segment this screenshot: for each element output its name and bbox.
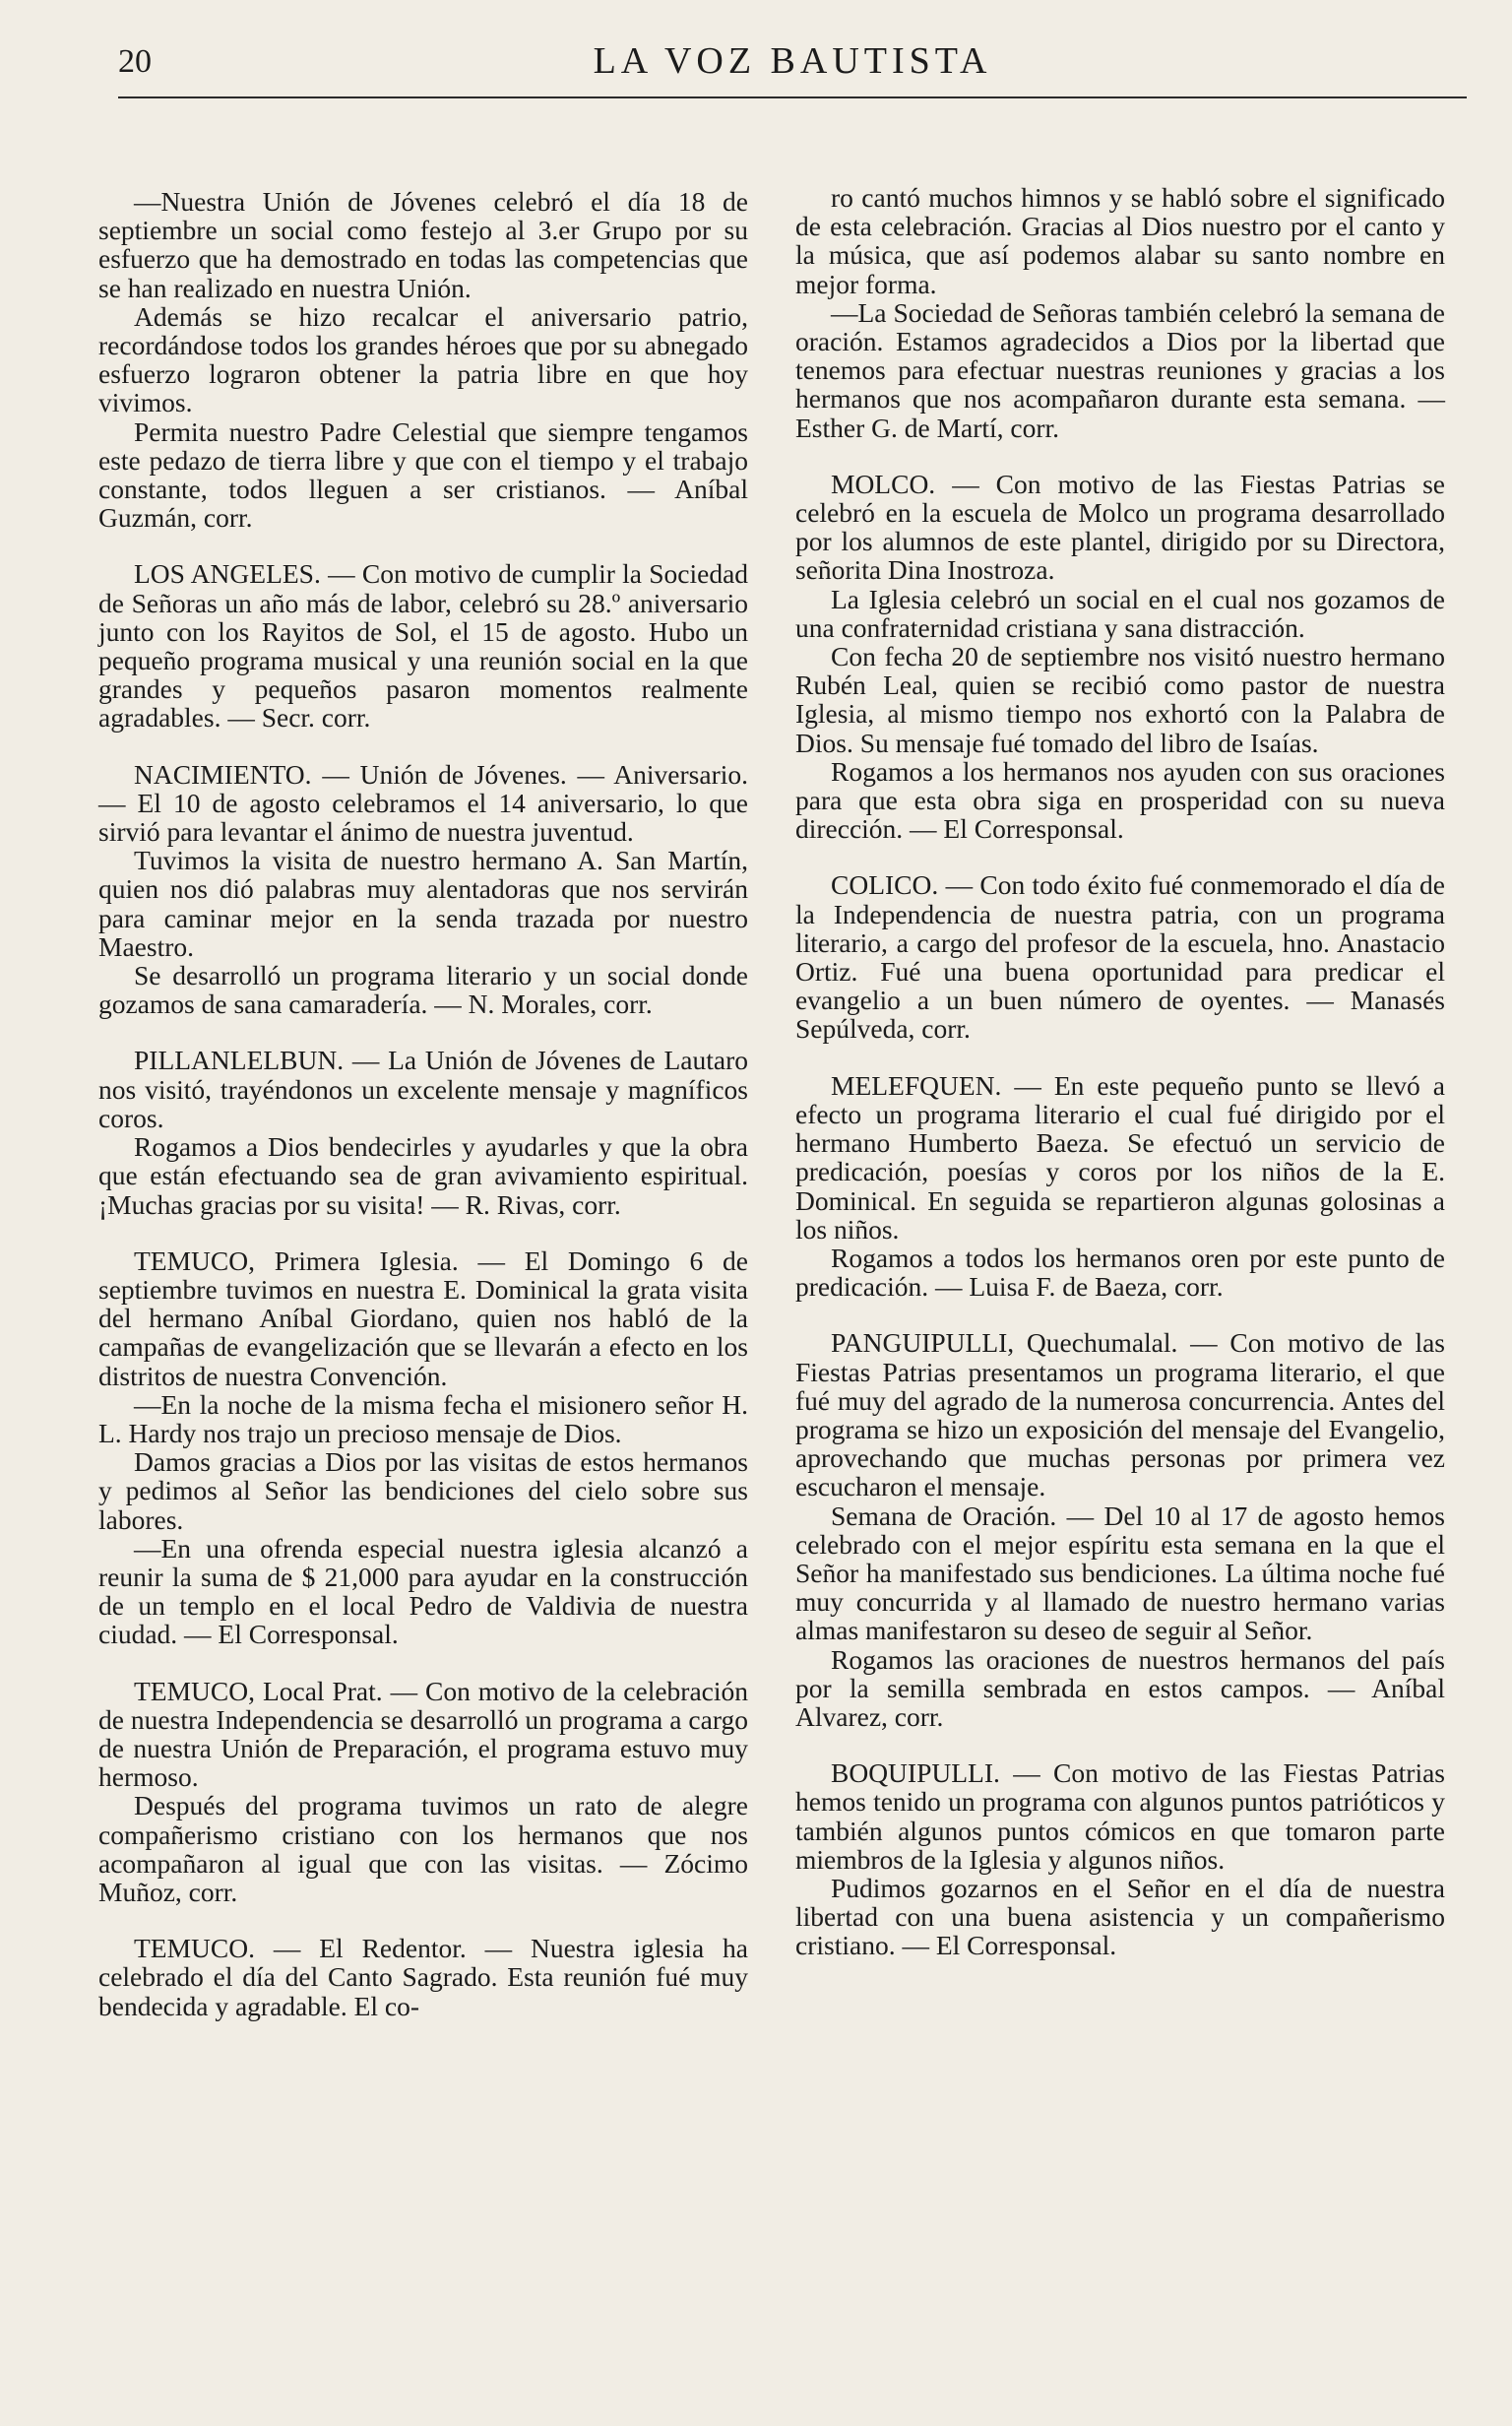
article-paragraph bbox=[98, 1246, 748, 1390]
place-heading: PILLANLELBUN. bbox=[134, 1045, 345, 1076]
paragraph-text: —En la noche de la misma fecha el misionero señor H. L. Hardy nos trajo un precioso mensaje de Dios. bbox=[98, 1388, 748, 1448]
place-heading: TEMUCO, bbox=[134, 1675, 255, 1706]
article-paragraph bbox=[795, 1071, 1445, 1244]
left-column bbox=[98, 187, 748, 2048]
article-paragraph bbox=[98, 1390, 748, 1447]
place-heading: COLICO. bbox=[831, 869, 939, 901]
paragraph-text: Además se hizo recalcar el aniversario patrio, recordándose todos los grandes héroes que por su abnegado esfuerzo lograron obtener la patria libre en que hoy vivimos. bbox=[98, 300, 748, 418]
article-paragraph bbox=[795, 1244, 1445, 1301]
article bbox=[98, 1677, 748, 1907]
paragraph-text: — En este pequeño punto se llevó a efecto un programa literario el cual fué dirigido por el hermano Humberto Baeza. Se efectuó un servicio de predicación, poesías y coros por los niños de la E. Dominical. En seguida se repartieron algunas golosinas a los niños. bbox=[795, 1069, 1445, 1245]
article-paragraph bbox=[98, 1534, 748, 1649]
paragraph-text: Primera Iglesia. — El Domingo 6 de septiembre tuvimos en nuestra E. Dominical la grata visita del hermano Aníbal Giordano, quien nos habló de la campañas de evangelización que se llevarán a efecto en los distritos de nuestra Convención. bbox=[98, 1245, 749, 1391]
place-heading: MELEFQUEN. bbox=[831, 1069, 1002, 1101]
paragraph-text: Con fecha 20 de septiembre nos visitó nuestro hermano Rubén Leal, quien se recibió como pastor de nuestra Iglesia, al mismo tiempo nos exhortó con la Palabra de Dios. Su mensaje fué tomado del libro de Isaías. bbox=[795, 641, 1445, 758]
place-heading: TEMUCO, bbox=[134, 1245, 255, 1276]
right-column bbox=[795, 183, 1445, 1988]
article-paragraph bbox=[795, 1874, 1445, 1960]
article-paragraph bbox=[98, 559, 748, 732]
paragraph-text: Damos gracias a Dios por las visitas de estos hermanos y pedimos al Señor las bendiciones del cielo sobre sus labores. bbox=[98, 1446, 748, 1535]
paragraph-text: Rogamos a Dios bendecirles y ayudarles y que la obra que están efectuando sea de gran avivamiento espiritual. ¡Muchas gracias por su visita! — R. Rivas, corr. bbox=[98, 1131, 748, 1220]
article bbox=[795, 1758, 1445, 1959]
article-paragraph bbox=[795, 1645, 1445, 1732]
paragraph-text: —Nuestra Unión de Jóvenes celebró el día 18 de septiembre un social como festejo al 3.er Grupo por su esfuerzo que ha demostrado en todas las competencias que se han realizado en nuestra Unión. bbox=[98, 186, 748, 303]
article bbox=[98, 1246, 748, 1649]
paragraph-text: ro cantó muchos himnos y se habló sobre el significado de esta celebración. Gracias al Dios nuestro por el canto y la música, que así podemos alabar su santo nombre en mejor forma. bbox=[795, 182, 1445, 299]
article-paragraph bbox=[98, 302, 748, 417]
article bbox=[795, 1071, 1445, 1302]
paragraph-text: Tuvimos la visita de nuestro hermano A. San Martín, quien nos dió palabras muy alentadoras que nos servirán para caminar mejor en la senda trazada por nuestro Maestro. bbox=[98, 845, 748, 962]
article-paragraph bbox=[98, 961, 748, 1018]
article bbox=[98, 1934, 748, 2020]
article-paragraph bbox=[98, 417, 748, 533]
article bbox=[98, 1046, 748, 1218]
article-paragraph bbox=[98, 1447, 748, 1534]
paragraph-text: — Con todo éxito fué conmemorado el día de la Independencia de nuestra patria, con un programa literario, a cargo del profesor de la escuela, hno. Anastacio Ortiz. Fué una buena oportunidad para predicar el evangelio a un buen número de oyentes. — Manasés Sepúlveda, corr. bbox=[795, 869, 1446, 1045]
article-paragraph bbox=[795, 183, 1445, 298]
article-paragraph bbox=[795, 1328, 1445, 1500]
paragraph-text: Quechumalal. — Con motivo de las Fiestas Patrias presentamos un programa literario, el que fué muy del agrado de la numerosa concurrencia. Antes del programa se hizo un exposición del mensaje del Evangelio, aprovechando que muchas personas por primera vez escucharon el mensaje. bbox=[795, 1327, 1445, 1502]
article-paragraph bbox=[795, 757, 1445, 844]
article-paragraph bbox=[795, 870, 1445, 1043]
place-heading: BOQUIPULLI. bbox=[831, 1757, 1000, 1789]
paragraph-text: Permita nuestro Padre Celestial que siempre tengamos este pedazo de tierra libre y que con el tiempo y el trabajo constante, todos lleguen a ser cristianos. — Aníbal Guzmán, corr. bbox=[98, 415, 748, 534]
place-heading: MOLCO. bbox=[831, 468, 936, 499]
article-paragraph bbox=[795, 298, 1445, 442]
article bbox=[795, 1328, 1445, 1731]
place-heading: PANGUIPULLI, bbox=[831, 1327, 1015, 1359]
paragraph-text: Semana de Oración. — Del 10 al 17 de agosto hemos celebrado con el mejor espíritu esta semana en la que el Señor ha manifestado sus bendiciones. La última noche fué muy concurrida y al llamado de nuestro hermano varias almas manifestaron su deseo de seguir al Señor. bbox=[795, 1500, 1445, 1646]
article bbox=[795, 470, 1445, 844]
place-heading: NACIMIENTO. bbox=[134, 758, 312, 790]
article-paragraph bbox=[795, 642, 1445, 757]
paragraph-text: — Con motivo de las Fiestas Patrias hemos tenido un programa con algunos puntos patrióticos y también algunos puntos cómicos en que tomaron parte miembros de la Iglesia y algunos niños. bbox=[795, 1757, 1445, 1875]
paragraph-text: Se desarrolló un programa literario y un social donde gozamos de sana camaradería. — N. Morales, corr. bbox=[98, 960, 748, 1020]
article-paragraph bbox=[795, 470, 1445, 585]
paragraph-text: — Con motivo de cumplir la Sociedad de Señoras un año más de labor, celebró su 28.º aniversario junto con los Rayitos de Sol, el 15 de agosto. Hubo un pequeño programa musical y una reunión social en la que grandes y pequeños pasaron momentos realmente agradables. — Secr. corr. bbox=[98, 558, 749, 734]
paragraph-text: — La Unión de Jóvenes de Lautaro nos visitó, trayéndonos un excelente mensaje y magníficos coros. bbox=[98, 1045, 748, 1133]
article-paragraph bbox=[98, 1791, 748, 1906]
paragraph-text: —La Sociedad de Señoras también celebró la semana de oración. Estamos agradecidos a Dios por la libertad que tenemos para efectuar nuestras reuniones y gracias a los hermanos que nos acompañaron durante esta semana. — Esther G. de Martí, corr. bbox=[795, 296, 1445, 443]
article bbox=[795, 183, 1445, 442]
paragraph-text: Rogamos las oraciones de nuestros hermanos del país por la semilla sembrada en estos campos. — Aníbal Alvarez, corr. bbox=[795, 1643, 1445, 1732]
article bbox=[795, 870, 1445, 1043]
article bbox=[98, 760, 748, 1019]
place-heading: TEMUCO. bbox=[134, 1933, 255, 1964]
article-paragraph bbox=[98, 1934, 748, 2020]
paragraph-text: Pudimos gozarnos en el Señor en el día de nuestra libertad con una buena asistencia y un compañerismo cristiano. — El Corresponsal. bbox=[795, 1872, 1445, 1961]
paragraph-text: — El Redentor. — Nuestra iglesia ha celebrado el día del Canto Sagrado. Esta reunión fué muy bendecida y agradable. El co- bbox=[98, 1933, 748, 2021]
paragraph-text: — Unión de Jóvenes. — Aniversario. — El 10 de agosto celebramos el 14 aniversario, lo que sirvió para levantar el ánimo de nuestra juventud. bbox=[98, 758, 749, 848]
article-paragraph bbox=[98, 760, 748, 847]
article-paragraph bbox=[98, 1677, 748, 1792]
article-paragraph bbox=[795, 1501, 1445, 1645]
article-paragraph bbox=[98, 1132, 748, 1219]
article-paragraph bbox=[795, 1758, 1445, 1874]
masthead-title: LA VOZ BAUTISTA bbox=[593, 40, 992, 82]
article-paragraph bbox=[98, 187, 748, 302]
place-heading: LOS ANGELES. bbox=[134, 558, 321, 590]
article-paragraph bbox=[98, 846, 748, 961]
page-header bbox=[118, 30, 1467, 108]
article-paragraph bbox=[795, 585, 1445, 642]
page-number: 20 bbox=[118, 43, 152, 80]
article-paragraph bbox=[98, 1046, 748, 1132]
paragraph-text: Rogamos a todos los hermanos oren por este punto de predicación. — Luisa F. de Baeza, corr. bbox=[795, 1242, 1445, 1303]
paragraph-text: Después del programa tuvimos un rato de alegre compañerismo cristiano con los hermanos que nos acompañaron al igual que con las visitas. — Zócimo Muñoz, corr. bbox=[98, 1790, 748, 1907]
header-rule bbox=[118, 96, 1467, 98]
paragraph-text: Rogamos a los hermanos nos ayuden con sus oraciones para que esta obra siga en prosperidad con su nueva dirección. — El Corresponsal. bbox=[795, 755, 1445, 845]
paragraph-text: — Con motivo de las Fiestas Patrias se celebró en la escuela de Molco un programa desarrollado por los alumnos de este plantel, dirigido por su Directora, señorita Dina Inostroza. bbox=[795, 468, 1446, 586]
paragraph-text: Local Prat. — Con motivo de la celebración de nuestra Independencia se desarrolló un programa a cargo de nuestra Unión de Preparación, el programa estuvo muy hermoso. bbox=[98, 1675, 749, 1793]
paragraph-text: —En una ofrenda especial nuestra iglesia alcanzó a reunir la suma de $ 21,000 para ayudar en la construcción de un templo en el local Pedro de Valdivia de nuestra ciudad. — El Corresponsal. bbox=[98, 1532, 748, 1650]
article bbox=[98, 559, 748, 732]
article bbox=[98, 187, 748, 532]
paragraph-text: La Iglesia celebró un social en el cual nos gozamos de una confraternidad cristiana y sana distracción. bbox=[795, 583, 1445, 643]
